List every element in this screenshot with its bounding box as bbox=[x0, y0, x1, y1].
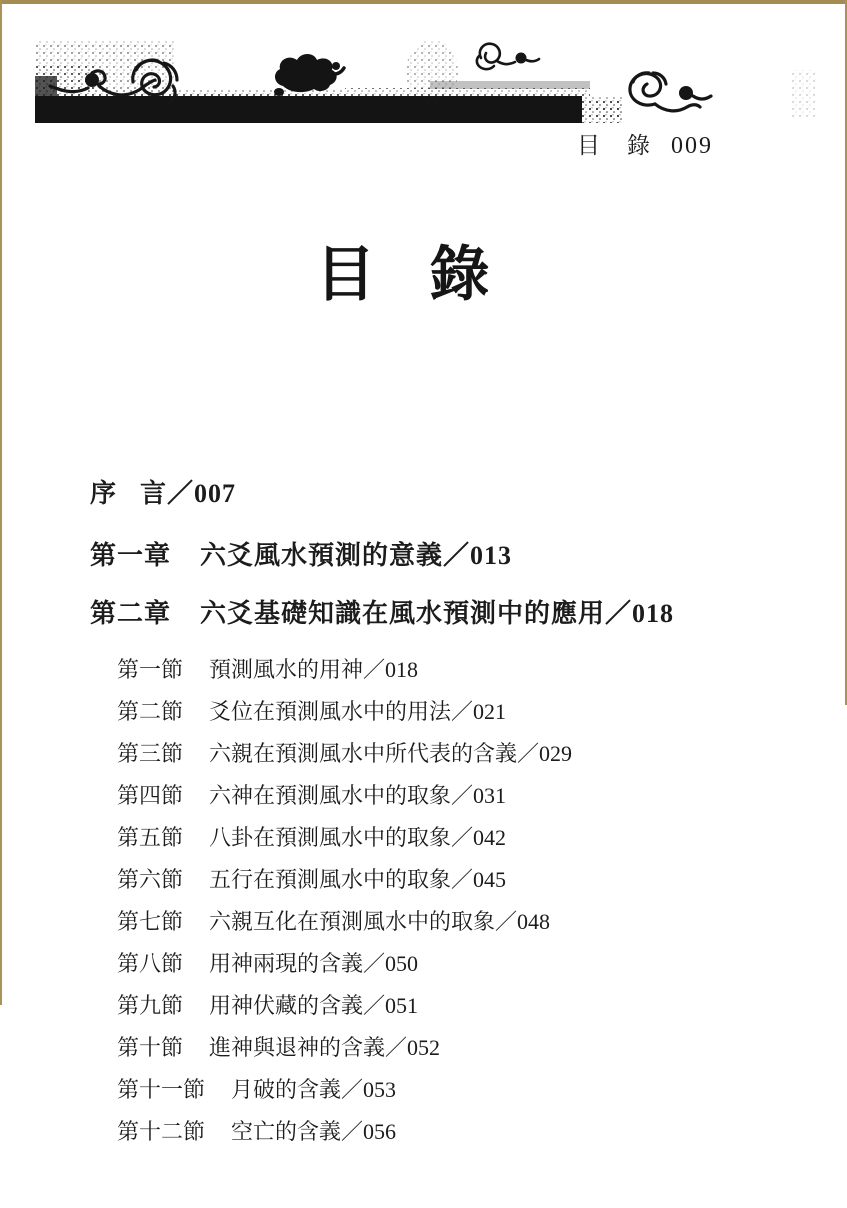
page-number: 013 bbox=[470, 541, 513, 570]
toc-section-row bbox=[117, 659, 770, 681]
toc-chapter-row bbox=[90, 601, 770, 627]
toc-preface-label: 序 bbox=[90, 479, 118, 508]
page-number: 042 bbox=[473, 825, 507, 850]
toc-chapter-label: 第二章 bbox=[90, 599, 172, 628]
toc-page-ref bbox=[363, 659, 418, 681]
toc-section-title: 用神伏藏的含義 bbox=[209, 993, 364, 1018]
running-head-title-char: 錄 bbox=[627, 133, 650, 158]
toc-section-title: 八卦在預測風水中的取象 bbox=[209, 825, 452, 850]
toc-page-ref bbox=[443, 543, 512, 569]
toc-section-title: 爻位在預測風水中的用法 bbox=[209, 699, 452, 724]
table-of-contents bbox=[90, 481, 770, 1163]
toc-preface-row bbox=[90, 481, 770, 507]
toc-page-ref bbox=[517, 743, 572, 765]
toc-page-ref bbox=[451, 785, 506, 807]
page-separator: ／ bbox=[341, 1119, 364, 1144]
toc-section-row bbox=[117, 743, 770, 765]
page-number: 021 bbox=[473, 699, 507, 724]
toc-chapter-row bbox=[90, 543, 770, 569]
scan-border-top bbox=[0, 0, 847, 4]
toc-section-label: 第九節 bbox=[117, 993, 184, 1018]
toc-page-ref bbox=[495, 911, 550, 933]
toc-page-ref bbox=[451, 827, 506, 849]
toc-page-ref bbox=[341, 1079, 396, 1101]
toc-chapter-title: 六爻風水預測的意義 bbox=[200, 541, 444, 570]
toc-chapter-label: 第一章 bbox=[90, 541, 172, 570]
page-number: 007 bbox=[194, 479, 237, 508]
dark-cloud-icon bbox=[274, 54, 344, 96]
page-separator: ／ bbox=[451, 699, 474, 724]
toc-page-ref bbox=[451, 869, 506, 891]
page-separator: ／ bbox=[451, 783, 474, 808]
toc-section-title: 六神在預測風水中的取象 bbox=[209, 783, 452, 808]
page-number: 018 bbox=[632, 599, 675, 628]
page-number: 018 bbox=[385, 657, 419, 682]
page-separator: ／ bbox=[451, 825, 474, 850]
toc-chapter-title: 六爻基礎知識在風水預測中的應用 bbox=[200, 599, 606, 628]
faint-halftone-blob bbox=[406, 40, 458, 104]
toc-section-row bbox=[117, 995, 770, 1017]
toc-page-ref bbox=[605, 601, 674, 627]
toc-page-ref bbox=[167, 481, 236, 507]
toc-section-row bbox=[117, 911, 770, 933]
page-number: 048 bbox=[517, 909, 551, 934]
page-title-char: 目 bbox=[315, 242, 376, 308]
toc-section-title: 空亡的含義 bbox=[231, 1119, 342, 1144]
page-separator: ／ bbox=[495, 909, 518, 934]
page-separator: ／ bbox=[167, 479, 195, 508]
toc-section-row bbox=[117, 1121, 770, 1143]
toc-section-title: 月破的含義 bbox=[231, 1077, 342, 1102]
toc-section-label: 第十一節 bbox=[117, 1077, 206, 1102]
toc-section-title: 預測風水的用神 bbox=[209, 657, 364, 682]
toc-section-label: 第五節 bbox=[117, 825, 184, 850]
page-number: 056 bbox=[363, 1119, 397, 1144]
toc-section-label: 第八節 bbox=[117, 951, 184, 976]
page-separator: ／ bbox=[517, 741, 540, 766]
toc-section-row bbox=[117, 869, 770, 891]
header-cloud-ornament bbox=[0, 30, 847, 130]
page-number: 050 bbox=[385, 951, 419, 976]
toc-section-label: 第六節 bbox=[117, 867, 184, 892]
toc-page-ref bbox=[451, 701, 506, 723]
toc-section-title: 用神兩現的含義 bbox=[209, 951, 364, 976]
running-head bbox=[577, 127, 713, 160]
toc-section-row bbox=[117, 953, 770, 975]
toc-page-ref bbox=[363, 953, 418, 975]
toc-page-ref bbox=[341, 1121, 396, 1143]
toc-section-title: 六親在預測風水中所代表的含義 bbox=[209, 741, 518, 766]
toc-section-label: 第十二節 bbox=[117, 1119, 206, 1144]
page-number: 052 bbox=[407, 1035, 441, 1060]
running-head-page-number: 009 bbox=[671, 133, 713, 159]
toc-section-row bbox=[117, 1037, 770, 1059]
page-number: 053 bbox=[363, 1077, 397, 1102]
page-separator: ／ bbox=[363, 657, 386, 682]
toc-section-label: 第一節 bbox=[117, 657, 184, 682]
page-number: 029 bbox=[539, 741, 573, 766]
page-title-char: 錄 bbox=[429, 242, 490, 308]
faint-speckle-right bbox=[790, 70, 816, 118]
page-separator: ／ bbox=[363, 993, 386, 1018]
toc-section-row bbox=[117, 785, 770, 807]
toc-page-ref bbox=[363, 995, 418, 1017]
toc-section-title: 六親互化在預測風水中的取象 bbox=[209, 909, 496, 934]
toc-section-list bbox=[117, 659, 770, 1143]
page-number: 051 bbox=[385, 993, 419, 1018]
page-separator: ／ bbox=[605, 599, 633, 628]
toc-section-title: 五行在預測風水中的取象 bbox=[209, 867, 452, 892]
toc-section-label: 第二節 bbox=[117, 699, 184, 724]
page-separator: ／ bbox=[385, 1035, 408, 1060]
toc-preface-label: 言 bbox=[140, 479, 168, 508]
page-separator: ／ bbox=[451, 867, 474, 892]
running-head-title-char: 目 bbox=[577, 133, 600, 158]
toc-section-row bbox=[117, 1079, 770, 1101]
toc-section-row bbox=[117, 701, 770, 723]
toc-section-label: 第七節 bbox=[117, 909, 184, 934]
toc-section-label: 第十節 bbox=[117, 1035, 184, 1060]
toc-section-title: 進神與退神的含義 bbox=[209, 1035, 386, 1060]
toc-section-row bbox=[117, 827, 770, 849]
page-separator: ／ bbox=[363, 951, 386, 976]
page-separator: ／ bbox=[443, 541, 471, 570]
page-number: 045 bbox=[473, 867, 507, 892]
page-number: 031 bbox=[473, 783, 507, 808]
page-title bbox=[0, 242, 826, 308]
toc-section-label: 第三節 bbox=[117, 741, 184, 766]
scan-border-left bbox=[0, 0, 2, 1005]
right-cloud-swirl-icon bbox=[630, 73, 711, 111]
toc-section-label: 第四節 bbox=[117, 783, 184, 808]
toc-page-ref bbox=[385, 1037, 440, 1059]
small-cloud-swirl-icon bbox=[477, 44, 539, 69]
page-separator: ／ bbox=[341, 1077, 364, 1102]
